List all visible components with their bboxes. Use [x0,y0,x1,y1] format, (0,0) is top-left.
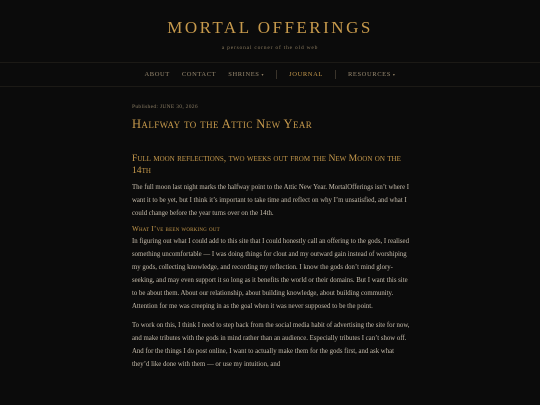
post-paragraph-intro: The full moon last night marks the halfway point to the Attic New Year. MortalOfferings isn’t where I want it to be yet, but I think it’s important to take time and reflect on why I’m unsatisfied, and what I could change before the year turns over on the 14th. [132,184,410,217]
nav-label: JOURNAL [289,71,323,78]
chevron-down-icon: ▾ [392,72,396,77]
main-nav [0,63,540,87]
post-paragraph: In figuring out what I could add to this site that I could honestly call an offering to the gods, I realised something uncomfortable — I was doing things for clout and my outward gain instead of worshiping my gods, collecting knowledge, and recording my reflection. I know the gods don’t mind glory-seeking, and may even support it so long as it benefits the world or their domains. But I want this site to be about them. About our relationship, about building knowledge, about building community. Attention for me was creeping in as the goal when it was never supposed to be the point. [132,238,409,310]
nav-divider [335,70,336,79]
site-tagline: a personal corner of the old web [221,45,319,51]
nav-journal[interactable] [289,71,323,78]
nav-label: CONTACT [181,71,217,78]
nav-label: ABOUT [144,71,170,78]
nav-about[interactable] [144,71,169,78]
journal-post [132,104,410,371]
site-title[interactable]: MORTAL OFFERINGS [167,18,373,37]
nav-divider [276,70,277,79]
site-header [0,0,540,63]
post-paragraph: To work on this, I think I need to step back from the social media habit of advertising the site for now, and make tributes with the gods in mind rather than an audience. Especially tributes I can’t show off. And for the things I do post online, I want to actually make them for the gods first, and ask what they’d like done with them — or use my intuition, and [132,322,410,368]
nav-shrines[interactable] [228,71,264,78]
nav-resources[interactable] [348,71,396,78]
section-heading: Full moon reflections, two weeks out from the New Moon on the 14th [132,153,401,176]
nav-contact[interactable] [182,71,216,78]
nav-label: SHRINES [228,71,260,78]
subheading: What I’ve been working out [132,225,220,233]
chevron-down-icon: ▾ [261,72,265,77]
post-title: Halfway to the Attic New Year [132,117,313,131]
nav-label: RESOURCES [347,71,391,78]
post-date: Published: JUNE 30, 2026 [132,104,198,110]
